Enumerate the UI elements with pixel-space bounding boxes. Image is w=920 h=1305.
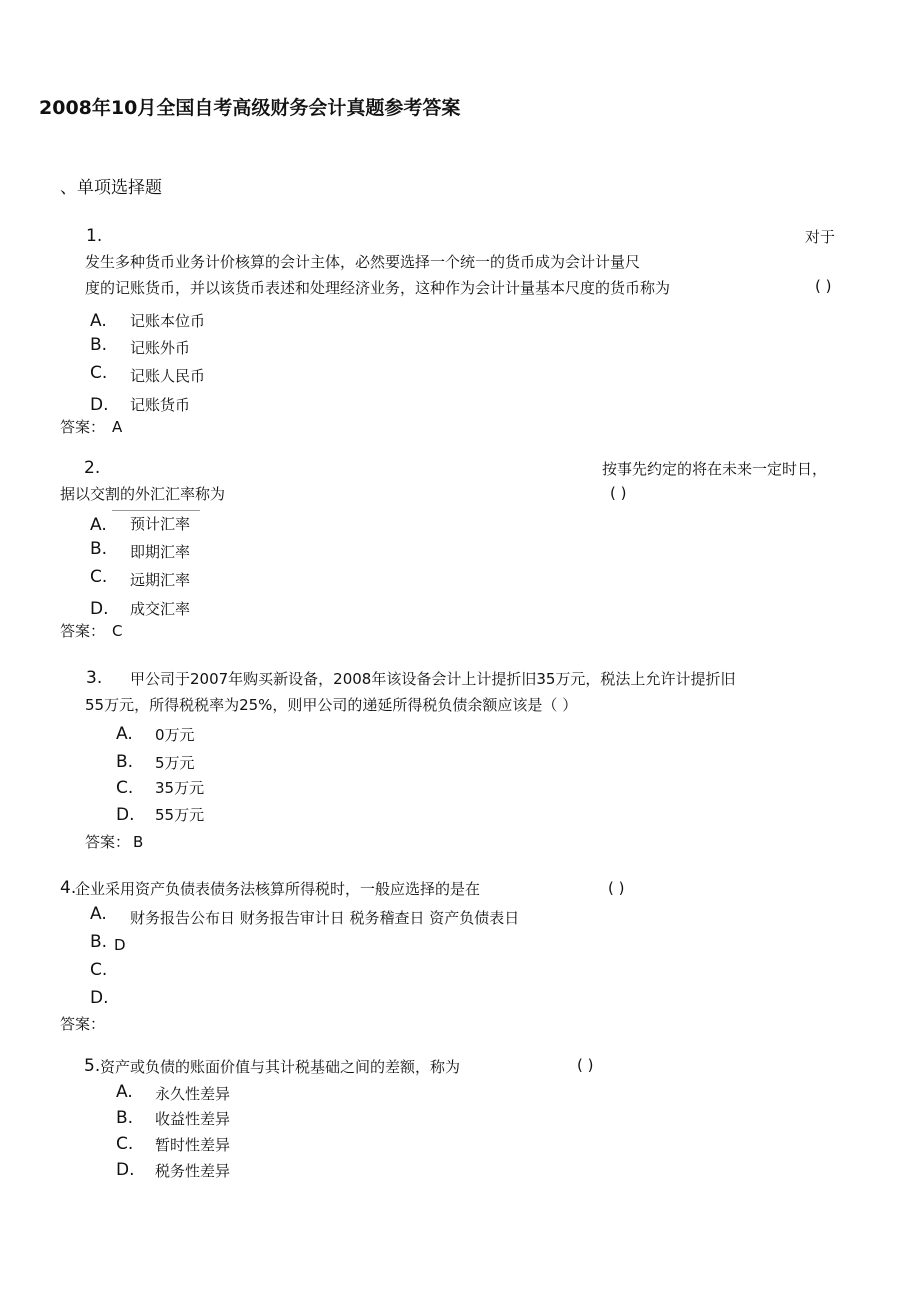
option-text: 远期汇率: [130, 571, 191, 589]
option-letter: C.: [90, 363, 108, 383]
option-letter: A.: [90, 904, 107, 924]
option-letter: C.: [116, 778, 134, 798]
option-letter: C.: [90, 960, 108, 980]
divider: [112, 510, 200, 511]
option-text: 35万元: [155, 779, 205, 797]
option-letter: D.: [116, 805, 135, 825]
answer-label: 答案：: [60, 418, 106, 436]
question-text: 甲公司于2007年购买新设备，2008年该设备会计上计提折旧35万元，税法上允许计提折旧: [130, 670, 736, 688]
answer-blank: ( ): [608, 879, 625, 897]
question-number: 2.: [84, 458, 101, 478]
option-text: 55万元: [155, 806, 205, 824]
option-text: 暂时性差异: [155, 1136, 231, 1154]
question-text: 企业采用资产负债表债务法核算所得税时，一般应选择的是在: [75, 880, 481, 898]
option-text: 记账外币: [130, 339, 191, 357]
option-text: 记账人民币: [130, 367, 206, 385]
option-letter: B.: [90, 335, 108, 355]
option-text: 记账货币: [130, 396, 191, 414]
option-letter: C.: [90, 567, 108, 587]
question-text: 度的记账货币，并以该货币表述和处理经济业务，这种作为会计计量基本尺度的货币称为: [85, 279, 671, 297]
option-letter: A.: [116, 724, 133, 744]
answer-value: C: [112, 622, 123, 640]
option-text: 预计汇率: [130, 515, 191, 533]
option-text: 0万元: [155, 726, 195, 744]
question-number: 4.: [60, 878, 77, 898]
page-title: 2008年10月全国自考高级财务会计真题参考答案: [39, 97, 461, 119]
answer-label: 答案：: [60, 622, 106, 640]
answer-label: 答案：: [60, 1015, 106, 1033]
option-letter: C.: [116, 1134, 134, 1154]
question-text: 55万元，所得税税率为25%，则甲公司的递延所得税负债余额应该是（ ）: [85, 696, 578, 714]
answer-value: B: [133, 833, 144, 851]
option-letter: B.: [116, 1108, 134, 1128]
option-letter: D.: [90, 988, 109, 1008]
option-letter: B.: [90, 539, 108, 559]
question-text: 发生多种货币业务计价核算的会计主体，必然要选择一个统一的货币成为会计计量尺: [85, 253, 641, 271]
option-letter: D.: [90, 599, 109, 619]
question-text: 按事先约定的将在未来一定时日，: [602, 460, 828, 478]
answer-value: A: [112, 418, 123, 436]
option-letter: B.: [116, 752, 134, 772]
option-text: 成交汇率: [130, 600, 191, 618]
answer-value: D: [114, 936, 126, 954]
option-text: 5万元: [155, 754, 195, 772]
option-letter: A.: [90, 311, 107, 331]
section-heading: 、单项选择题: [60, 178, 162, 198]
question-number: 3.: [86, 668, 103, 688]
question-number: 1.: [86, 226, 103, 246]
option-text: 收益性差异: [155, 1110, 231, 1128]
option-letter: B.: [90, 932, 108, 952]
option-letter: D.: [90, 395, 109, 415]
option-text: 记账本位币: [130, 312, 206, 330]
answer-blank: ( ): [610, 484, 627, 502]
option-text: 永久性差异: [155, 1085, 231, 1103]
question-text: 据以交割的外汇汇率称为: [60, 485, 226, 503]
option-letter: A.: [116, 1082, 133, 1102]
answer-blank: ( ): [577, 1056, 594, 1074]
option-text: 税务性差异: [155, 1162, 231, 1180]
option-text: 财务报告公布日 财务报告审计日 税务稽查日 资产负债表日: [130, 909, 520, 927]
question-text: 资产或负债的账面价值与其计税基础之间的差额，称为: [100, 1058, 461, 1076]
option-letter: A.: [90, 515, 107, 535]
question-number: 5.: [84, 1056, 101, 1076]
question-text: 对于: [805, 228, 836, 246]
option-text: 即期汇率: [130, 543, 191, 561]
option-letter: D.: [116, 1160, 135, 1180]
answer-blank: ( ): [815, 277, 832, 295]
answer-label: 答案：: [85, 833, 131, 851]
